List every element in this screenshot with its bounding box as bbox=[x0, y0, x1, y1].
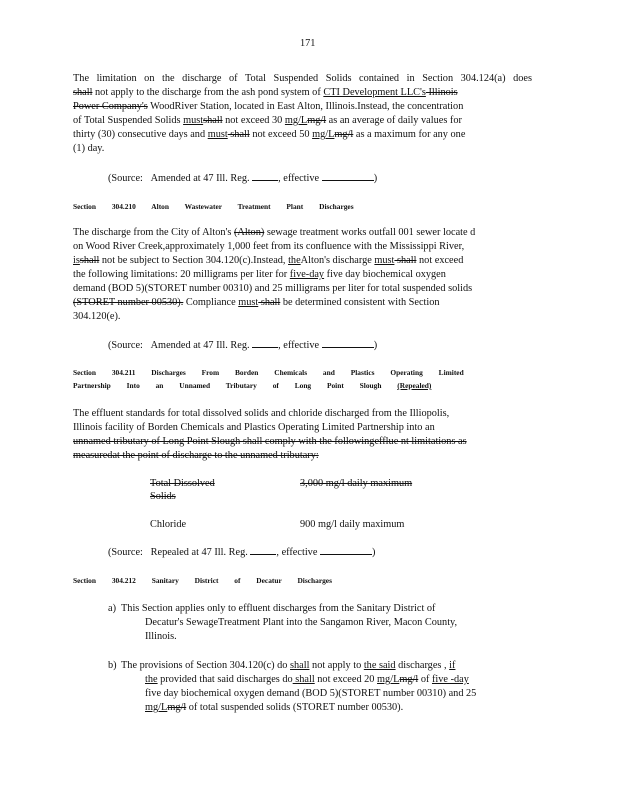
source-text: Amended at 47 Ill. Reg. bbox=[150, 173, 250, 184]
table-cell-label: Total Dissolved bbox=[150, 478, 215, 489]
list-marker: a) bbox=[108, 603, 116, 614]
table-cell-label: Solids bbox=[150, 491, 176, 502]
text-span: of bbox=[418, 674, 432, 685]
text-line bbox=[73, 128, 465, 141]
text-line bbox=[73, 268, 446, 281]
source-text: , effective bbox=[278, 340, 320, 351]
text-line bbox=[145, 673, 469, 686]
deleted-text: mg/l bbox=[334, 129, 354, 140]
blank-line bbox=[252, 171, 278, 181]
source-note bbox=[108, 171, 377, 185]
source-text: Repealed at 47 Ill. Reg. bbox=[150, 547, 248, 558]
inserted-text: mg/L bbox=[312, 129, 335, 140]
blank-line bbox=[322, 171, 374, 181]
source-text: ) bbox=[373, 173, 378, 184]
deleted-text: shall bbox=[79, 255, 100, 266]
text-span: The discharge from the City of Alton's bbox=[73, 227, 234, 238]
inserted-text: shall bbox=[290, 660, 310, 671]
text-span: not exceed bbox=[416, 255, 464, 266]
text-span: thirty (30) consecutive days and bbox=[73, 129, 208, 140]
text-span: WoodRiver Station, located in East Alton, Illinois.Instead, the concentration bbox=[147, 101, 464, 112]
deleted-text: shall bbox=[227, 129, 250, 140]
blank-line bbox=[252, 338, 278, 348]
text-span: provided that said discharges do bbox=[157, 674, 293, 685]
inserted-text: the bbox=[145, 674, 158, 685]
text-span: discharges , bbox=[395, 660, 450, 671]
text-line bbox=[145, 701, 403, 714]
source-text: , effective bbox=[278, 173, 320, 184]
source-note bbox=[108, 338, 377, 352]
text-line: This Section applies only to effluent discharges from the Sanitary District of bbox=[121, 603, 436, 614]
inserted-text: must bbox=[374, 255, 395, 266]
text-span: not exceed 30 bbox=[222, 115, 285, 126]
deleted-text: shall bbox=[73, 87, 93, 98]
inserted-text: must bbox=[207, 129, 228, 140]
deleted-text: shall bbox=[203, 115, 223, 126]
inserted-text: five-day bbox=[289, 269, 325, 280]
table-cell-value: 3,000 mg/l daily maximum bbox=[300, 478, 413, 489]
inserted-text: CTI Development LLC's bbox=[323, 87, 426, 98]
section-heading: Section 304.210 Alton Wastewater Treatment Plant Discharges bbox=[73, 202, 354, 211]
text-span: five day biochemical oxygen bbox=[324, 269, 446, 280]
deleted-text: shall bbox=[394, 255, 417, 266]
list-marker: b) bbox=[108, 660, 117, 671]
text-line: Decatur's SewageTreatment Plant into the Sangamon River, Macon County, bbox=[145, 617, 458, 628]
text-line: Illinois. bbox=[145, 631, 177, 642]
heading-text: Partnership Into an Unnamed Tributary of Long Point Slough bbox=[73, 381, 398, 390]
inserted-text: must bbox=[238, 297, 259, 308]
blank-line bbox=[322, 338, 374, 348]
text-span: not exceed 50 bbox=[249, 129, 313, 140]
text-span: be determined consistent with Section bbox=[280, 297, 440, 308]
text-span: as a maximum for any one bbox=[353, 129, 466, 140]
inserted-text: shall bbox=[292, 674, 315, 685]
deleted-text: (STORET number 00530). bbox=[73, 297, 184, 308]
text-line: Illinois facility of Borden Chemicals and Plastics Operating Limited Partnership into an bbox=[73, 422, 435, 433]
inserted-text: is bbox=[73, 255, 80, 266]
source-text: ) bbox=[371, 547, 376, 558]
text-line: The limitation on the discharge of Total Suspended Solids contained in Section 304.124(a) does bbox=[73, 73, 532, 84]
inserted-text: (Repealed) bbox=[397, 381, 432, 390]
text-span: of Total Suspended Solids bbox=[73, 115, 184, 126]
blank-line bbox=[320, 545, 372, 555]
text-line bbox=[73, 226, 475, 239]
source-label: (Source: bbox=[108, 173, 143, 184]
text-line: five day biochemical oxygen demand (BOD 5)(STORET number 00310) and 25 bbox=[145, 688, 477, 699]
inserted-text: five -day bbox=[431, 674, 469, 685]
deleted-text: mg/l bbox=[399, 674, 419, 685]
inserted-text: the bbox=[288, 255, 301, 266]
deleted-text: measuredat the point of discharge to the unnamed tributary: bbox=[73, 450, 319, 461]
page-number: 171 bbox=[300, 38, 316, 49]
text-line bbox=[121, 659, 455, 672]
source-text: , effective bbox=[276, 547, 318, 558]
text-span: not be subject to Section 304.120(c).Instead, bbox=[99, 255, 289, 266]
text-line: on Wood River Creek,approximately 1,000 feet from its confluence with the Mississippi River, bbox=[73, 241, 465, 252]
text-line: (1) day. bbox=[73, 143, 105, 154]
text-span: of total suspended solids (STORET number 00530). bbox=[186, 702, 404, 713]
text-span: Alton's discharge bbox=[300, 255, 375, 266]
text-span: as an average of daily values for bbox=[326, 115, 462, 126]
text-span: not apply to bbox=[309, 660, 364, 671]
text-span: Compliance bbox=[183, 297, 239, 308]
section-heading: Section 304.211 Discharges From Borden Chemicals and Plastics Operating Limited bbox=[73, 368, 464, 377]
inserted-text: mg/L bbox=[284, 115, 308, 126]
table-cell-value: 900 mg/l daily maximum bbox=[300, 519, 405, 530]
deleted-text: mg/l bbox=[167, 702, 187, 713]
source-text: Amended at 47 Ill. Reg. bbox=[150, 340, 250, 351]
deleted-text: unnamed tributary of Long Point Slough shall comply with the followingefflue nt limitations as bbox=[73, 436, 467, 447]
source-text: ) bbox=[373, 340, 378, 351]
source-note bbox=[108, 545, 375, 559]
text-span: not exceed 20 bbox=[314, 674, 378, 685]
text-line bbox=[73, 114, 462, 127]
inserted-text: the said bbox=[363, 660, 396, 671]
text-span: not apply to the discharge from the ash pond system of bbox=[92, 87, 324, 98]
source-label: (Source: bbox=[108, 340, 143, 351]
text-line: The effluent standards for total dissolved solids and chloride discharged from the Illiopolis, bbox=[73, 408, 450, 419]
inserted-text: mg/L bbox=[145, 702, 168, 713]
table-cell-label: Chloride bbox=[150, 519, 187, 530]
text-line: 304.120(e). bbox=[73, 311, 121, 322]
text-line bbox=[73, 254, 463, 267]
text-span: sewage treatment works outfall 001 sewer locate d bbox=[264, 227, 476, 238]
text-line: demand (BOD 5)(STORET number 00310) and 25 milligrams per liter for total suspended solids bbox=[73, 283, 473, 294]
text-line bbox=[73, 86, 458, 99]
blank-line bbox=[250, 545, 276, 555]
text-line bbox=[73, 100, 463, 113]
inserted-text: mg/L bbox=[377, 674, 400, 685]
deleted-text: shall bbox=[258, 297, 281, 308]
text-line bbox=[73, 296, 440, 309]
section-heading: Section 304.212 Sanitary District of Decatur Discharges bbox=[73, 576, 332, 585]
section-heading bbox=[73, 381, 431, 390]
deleted-text: Power Company's bbox=[73, 101, 148, 112]
inserted-text: if bbox=[449, 660, 456, 671]
deleted-text: Illinois bbox=[425, 87, 458, 98]
text-span: The provisions of Section 304.120(c) do bbox=[121, 660, 291, 671]
source-label: (Source: bbox=[108, 547, 143, 558]
inserted-text: must bbox=[183, 115, 204, 126]
deleted-text: (Alton) bbox=[233, 227, 265, 238]
text-span: the following limitations: 20 milligrams per liter for bbox=[73, 269, 290, 280]
deleted-text: mg/l bbox=[307, 115, 327, 126]
